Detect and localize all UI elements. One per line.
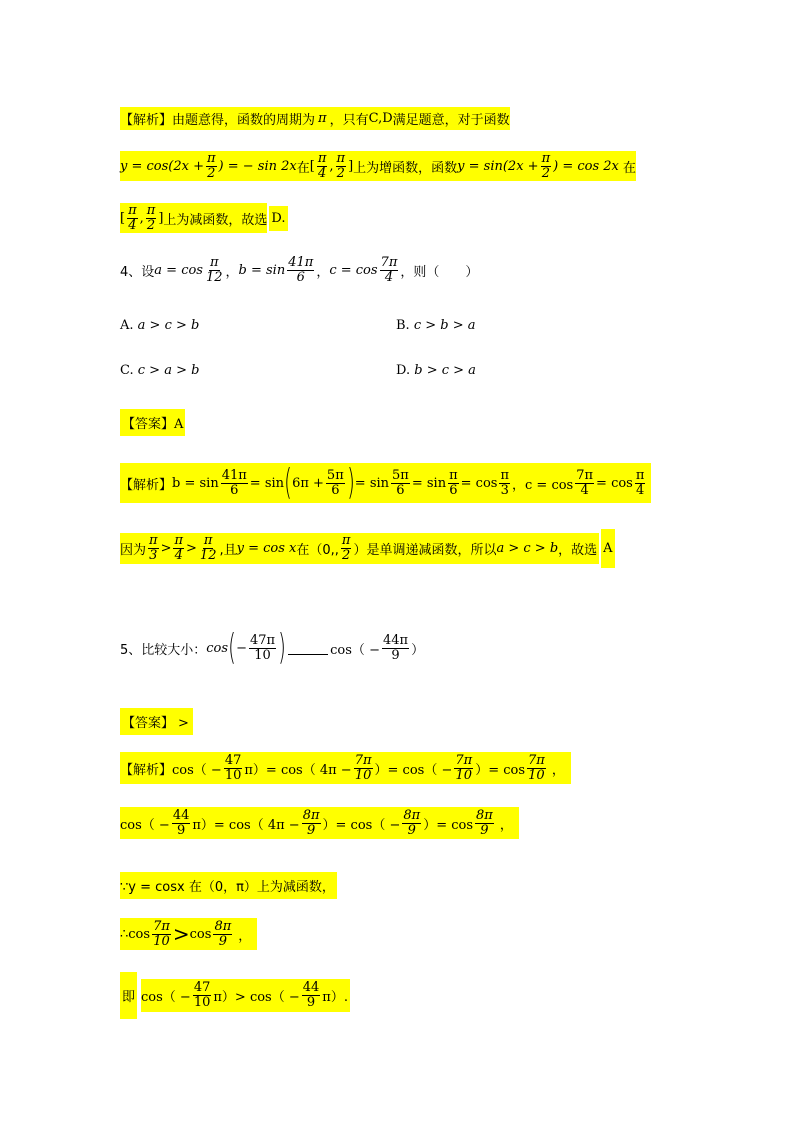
analysis-label: 【解析】	[120, 477, 173, 493]
fraction: $\frac{\pi}{4}$	[635, 467, 645, 498]
fraction: $\frac{5\pi}{6}$	[392, 467, 409, 498]
fraction: $\frac{7\pi}{4}$	[576, 467, 594, 498]
fraction: $\frac{\pi}{6}$	[449, 467, 458, 498]
analysis-line-2	[120, 151, 636, 181]
fraction: $\frac{5\pi}{6}$	[326, 467, 344, 498]
solution-4-line-2	[120, 529, 615, 568]
solution-5-line-5: 即 cos（ − $\frac{47}{10}$ π）> cos（ − $\frac{44}{9}$ π）.	[120, 972, 350, 1019]
highlight-block: cos（ − $\frac{47}{10}$ π）> cos（ − $\frac{44}{9}$ π）.	[141, 980, 348, 1010]
analysis-label: 【解析】	[120, 762, 173, 778]
option-c[interactable]: C. c > a > b	[120, 363, 200, 378]
highlight-block: ∴cos $\frac{7\pi}{10}$ > cos $\frac{8\pi}{9}$ ，	[120, 918, 257, 950]
answer-label: 【答案】	[122, 417, 175, 432]
solution-4-line-1	[120, 463, 651, 503]
fraction: $\frac{\pi}{2}$	[541, 151, 551, 181]
highlight-block: 【答案】A	[120, 409, 185, 436]
solution-5-line-4	[120, 918, 257, 950]
question-4: 4、设 a = cos $\frac{\pi}{12}$ ， b = sin $\frac{41\pi}{6}$ ， c = cos $\frac{7\pi}{4}$ ，则（ ）	[120, 255, 479, 285]
highlight-block: 因为 $\frac{\pi}{3}$ > $\frac{\pi}{4}$ > $\frac{\pi}{12}$ ,且 y = cos x 在（0,, $\frac{\pi}{2}$ ）是单调递减函数，所以 a > c > b ，故选	[120, 533, 598, 563]
fraction: $\frac{8\pi}{9}$	[476, 808, 493, 838]
fraction: $\frac{7\pi}{10}$	[528, 753, 545, 783]
highlight-block: 【解析】 由题意得，函数的周期为 π ，只有 C,D 满足题意，对于函数	[120, 107, 510, 130]
fraction: $\frac{\pi}{4}$	[317, 151, 327, 181]
fraction: $\frac{44}{9}$	[172, 808, 190, 838]
fraction: $\frac{44\pi}{9}$	[382, 632, 409, 663]
fraction: $\frac{\pi}{12}$	[205, 255, 223, 285]
fraction: $\frac{8\pi}{9}$	[302, 808, 320, 838]
analysis-line-3	[120, 203, 288, 233]
fraction: $\frac{44}{9}$	[302, 980, 320, 1010]
fraction: $\frac{47}{10}$	[224, 753, 242, 783]
answer-4	[120, 409, 185, 436]
analysis-line-1	[120, 107, 510, 130]
fraction: $\frac{\pi}{2}$	[206, 151, 216, 181]
highlight-block: 【答案】 >	[120, 708, 193, 735]
answer-blank[interactable]	[288, 642, 328, 655]
answer-letter: A	[601, 529, 614, 568]
fraction: $\frac{\pi}{2}$	[146, 203, 156, 233]
fraction: $\frac{7\pi}{4}$	[380, 255, 398, 285]
fraction: $\frac{\pi}{3}$	[149, 533, 158, 563]
fraction: $\frac{\pi}{12}$	[199, 533, 217, 563]
highlight-block: cos（ − $\frac{44}{9}$ π）= cos（ 4π − $\frac{8\pi}{9}$ ）= cos（ − $\frac{8\pi}{9}$ ）= cos $\frac{8\pi}{9}$ ，	[120, 807, 519, 839]
fraction: $\frac{47\pi}{10}$	[250, 632, 276, 663]
fraction: $\frac{\pi}{4}$	[174, 533, 184, 563]
fraction: $\frac{47}{10}$	[193, 980, 211, 1010]
fraction: $\frac{7\pi}{10}$	[153, 919, 170, 949]
fraction: $\frac{7\pi}{10}$	[354, 753, 372, 783]
answer-5	[120, 708, 193, 735]
fraction: $\frac{8\pi}{9}$	[403, 808, 421, 838]
highlight-block: y = cos(2x + $\frac{\pi}{2}$ ) = − sin 2x 在 [ $\frac{\pi}{4}$ , $\frac{\pi}{2}$ ] 上为增函数，函数 y = sin(2x + $\frac{\pi}{2}$ ) = cos 2x 在	[120, 151, 636, 181]
fraction: $\frac{8\pi}{9}$	[214, 919, 232, 949]
option-d[interactable]: D. b > c > a	[396, 363, 476, 378]
analysis-label: 【解析】	[120, 113, 173, 128]
fraction: $\frac{\pi}{3}$	[500, 467, 509, 498]
solution-5-line-1	[120, 752, 571, 784]
fraction: $\frac{41\pi}{6}$	[221, 467, 247, 498]
solution-5-line-3	[120, 872, 337, 899]
highlight-block: [ $\frac{\pi}{4}$ , $\frac{\pi}{2}$ ] 上为减函数，故选	[120, 203, 268, 233]
question-5: 5、比较大小： cos ( − $\frac{47\pi}{10}$ ) cos（ − $\frac{44\pi}{9}$ ）	[120, 627, 425, 668]
solution-5-line-2	[120, 807, 519, 839]
option-b[interactable]: B. c > b > a	[396, 318, 476, 333]
fraction: $\frac{\pi}{2}$	[341, 533, 351, 563]
fraction: $\frac{\pi}{4}$	[128, 203, 137, 233]
fraction: $\frac{41\pi}{6}$	[288, 255, 314, 285]
fraction: $\frac{\pi}{2}$	[336, 151, 346, 181]
highlight-block: 【解析】 b = sin $\frac{41\pi}{6}$ = sin ( 6π + $\frac{5\pi}{6}$ ) = sin $\frac{5\pi}{6}$ = sin $\frac{\pi}{6}$ = cos $\frac{\pi}{3}$ ，c = cos $\frac{7\pi}{4}$ = cos $\frac{\pi}{4}$	[120, 463, 651, 503]
fraction: $\frac{7\pi}{10}$	[455, 753, 473, 783]
highlight-block: 【解析】 cos（ − $\frac{47}{10}$ π）= cos（ 4π − $\frac{7\pi}{10}$ ）= cos（ − $\frac{7\pi}{10}$ ）= cos $\frac{7\pi}{10}$ ，	[120, 752, 571, 784]
answer-label: 【答案】	[122, 716, 175, 731]
option-a[interactable]: A. a > c > b	[120, 318, 200, 333]
answer-letter: D.	[269, 206, 287, 231]
highlight-block: ∵y = cosx 在（0，π）上为减函数，	[120, 872, 337, 899]
